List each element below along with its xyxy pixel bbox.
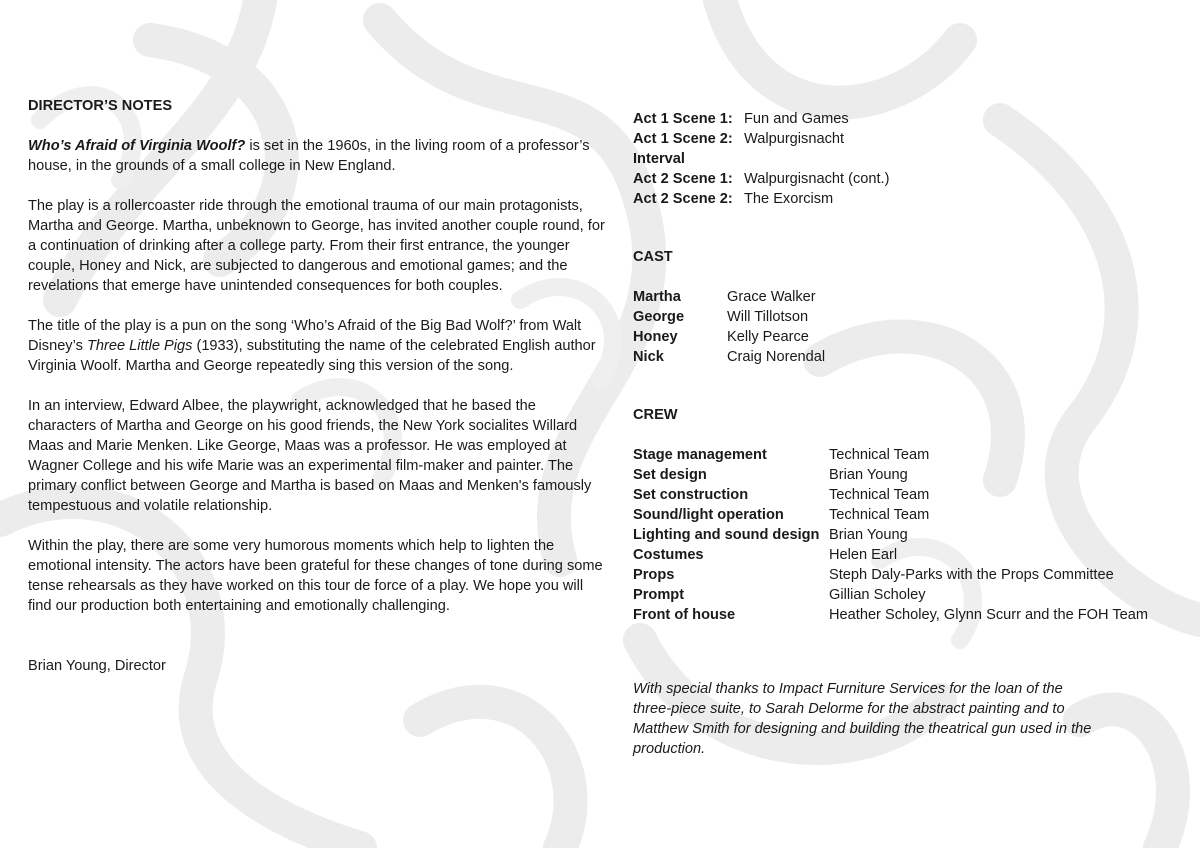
crew-role: Front of house bbox=[633, 607, 736, 623]
notes-paragraph-2: The play is a rollercoaster ride through the emotional trauma of our main protagonists, Martha and George. Martha, unbeknown to George, has invited another couple round, for a continuation of drinking after a college party. From their first entrance, the younger couple, Honey and Nick, are subjected to dangerous and emotional games; and the revelations that emerge have unintended consequences for both couples. bbox=[28, 198, 605, 294]
crew-name: Helen Earl bbox=[829, 547, 898, 563]
directors-notes bbox=[28, 96, 608, 676]
crew-row bbox=[633, 445, 1193, 465]
cast-heading: CAST bbox=[633, 249, 673, 265]
watermark-swirl bbox=[720, 0, 960, 103]
crew-row bbox=[633, 505, 1193, 525]
crew-name: Technical Team bbox=[829, 447, 930, 463]
cast-role: Nick bbox=[633, 349, 664, 365]
cast-row bbox=[633, 287, 1193, 307]
crew-row bbox=[633, 485, 1193, 505]
crew-name: Heather Scholey, Glynn Scurr and the FOH Team bbox=[829, 607, 1149, 623]
programme-details bbox=[633, 109, 1193, 759]
notes-paragraph-3-italic: Three Little Pigs bbox=[86, 338, 193, 354]
cast-actor: Craig Norendal bbox=[727, 349, 826, 365]
crew-name: Steph Daly-Parks with the Props Committee bbox=[829, 567, 1114, 583]
director-signature: Brian Young, Director bbox=[28, 658, 166, 674]
crew-role: Stage management bbox=[633, 447, 767, 463]
scene-list bbox=[633, 109, 1193, 209]
notes-paragraph-1 bbox=[28, 136, 608, 176]
crew-name: Brian Young bbox=[829, 467, 908, 483]
watermark-swirl bbox=[420, 702, 571, 848]
scene-label: Act 2 Scene 1: bbox=[633, 171, 733, 187]
crew-name: Technical Team bbox=[829, 507, 930, 523]
scene-title: Fun and Games bbox=[744, 111, 849, 127]
crew-row bbox=[633, 565, 1193, 585]
notes-paragraph-3-text-a: The title of the play is a pun on the song ‘Who’s Afraid of the Big Bad Wolf?’ from Walt Disney’s bbox=[28, 318, 582, 354]
crew-role: Lighting and sound design bbox=[633, 527, 820, 543]
notes-paragraph-1-text: is set in the 1960s, in the living room of a professor’s house, in the grounds of a small college in New England. bbox=[28, 138, 590, 174]
scene-title: Walpurgisnacht (cont.) bbox=[744, 171, 890, 187]
crew-row bbox=[633, 545, 1193, 565]
notes-paragraph-4: In an interview, Edward Albee, the playwright, acknowledged that he based the characters of Martha and George on his good friends, the New York socialites Willard Maas and Marie Menken. Like George, Maas was a professor. He was employed at Wagner College and his wife Marie was an experimental film-maker and painter. The primary conflict between George and Martha is based on Maas and Menken's famously tempestuous and volatile relationship. bbox=[28, 398, 592, 514]
crew-name: Brian Young bbox=[829, 527, 908, 543]
crew-role: Prompt bbox=[633, 587, 685, 603]
crew-name: Technical Team bbox=[829, 487, 930, 503]
crew-row bbox=[633, 605, 1193, 625]
cast-actor: Will Tillotson bbox=[727, 309, 809, 325]
scene-label: Act 1 Scene 1: bbox=[633, 111, 733, 127]
scene-title: The Exorcism bbox=[744, 191, 834, 207]
cast-list bbox=[633, 287, 1193, 367]
scene-label: Interval bbox=[633, 151, 685, 167]
cast-row bbox=[633, 347, 1193, 367]
scene-row bbox=[633, 109, 1193, 129]
play-title: Who’s Afraid of Virginia Woolf? bbox=[28, 138, 246, 154]
scene-label: Act 1 Scene 2: bbox=[633, 131, 733, 147]
acknowledgements: With special thanks to Impact Furniture Services for the loan of the three-piece suite, to Sarah Delorme for the abstract painting and to Matthew Smith for designing and building the theatrical gun used in the production. bbox=[633, 681, 1092, 757]
scene-row bbox=[633, 129, 1193, 149]
cast-actor: Kelly Pearce bbox=[727, 329, 809, 345]
notes-paragraph-3 bbox=[28, 316, 608, 376]
scene-row bbox=[633, 189, 1193, 209]
notes-paragraph-5: Within the play, there are some very humorous moments which help to lighten the emotional intensity. The actors have been grateful for these changes of tone during some tense rehearsals as they have worked on this tour de force of a play. We hope you will find our production both entertaining and emotionally challenging. bbox=[28, 538, 603, 614]
crew-role: Set construction bbox=[633, 487, 749, 503]
cast-row bbox=[633, 327, 1193, 347]
crew-role: Costumes bbox=[633, 547, 704, 563]
scene-label: Act 2 Scene 2: bbox=[633, 191, 733, 207]
cast-role: Martha bbox=[633, 289, 681, 305]
cast-row bbox=[633, 307, 1193, 327]
notes-paragraph-3-text-b: (1933), substituting the name of the celebrated English author Virginia Woolf. Martha and George repeatedly sing this version of the song. bbox=[28, 338, 596, 374]
crew-list bbox=[633, 445, 1193, 625]
cast-actor: Grace Walker bbox=[727, 289, 816, 305]
notes-heading: DIRECTOR’S NOTES bbox=[28, 98, 173, 114]
crew-row bbox=[633, 465, 1193, 485]
scene-row bbox=[633, 169, 1193, 189]
crew-name: Gillian Scholey bbox=[829, 587, 926, 603]
scene-title: Walpurgisnacht bbox=[744, 131, 845, 147]
crew-role: Sound/light operation bbox=[633, 507, 784, 523]
crew-role: Set design bbox=[633, 467, 707, 483]
crew-row bbox=[633, 525, 1193, 545]
cast-role: George bbox=[633, 309, 685, 325]
crew-role: Props bbox=[633, 567, 675, 583]
crew-row bbox=[633, 585, 1193, 605]
cast-role: Honey bbox=[633, 329, 678, 345]
scene-row bbox=[633, 149, 1193, 169]
crew-heading: CREW bbox=[633, 407, 678, 423]
